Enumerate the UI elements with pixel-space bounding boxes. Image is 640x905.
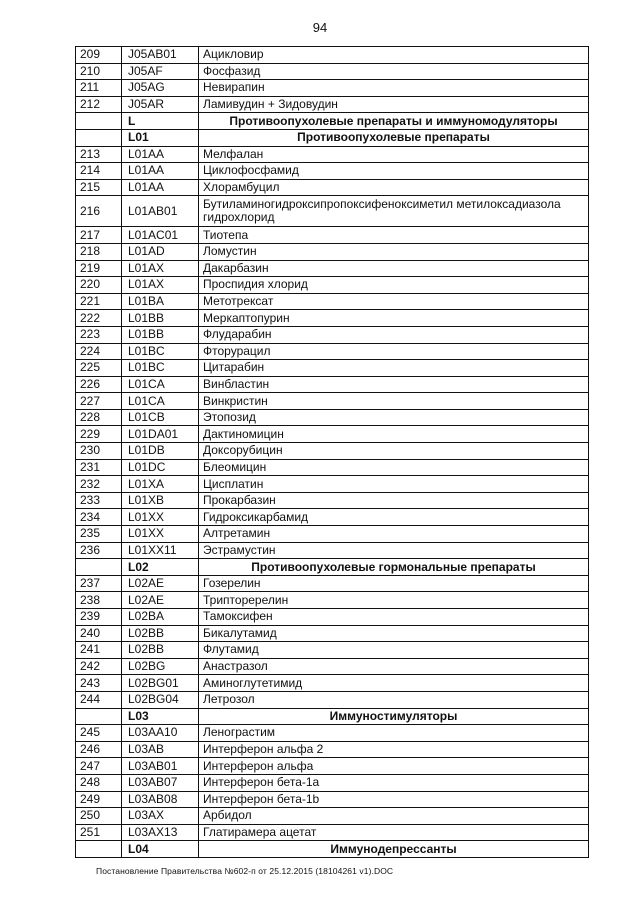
section-title-cell: Противоопухолевые препараты: [199, 129, 589, 146]
drug-name-cell: Ломустин: [199, 243, 589, 260]
table-row: [76, 609, 589, 626]
row-number-cell: 219: [76, 260, 122, 277]
table-row: [76, 227, 589, 244]
drug-name-cell: Анастразол: [199, 658, 589, 675]
row-number-cell: 209: [76, 47, 122, 64]
row-number-cell: 251: [76, 824, 122, 841]
table-row: [76, 691, 589, 708]
row-number-cell: 247: [76, 758, 122, 775]
section-title-cell: Противоопухолевые препараты и иммуномодуляторы: [199, 113, 589, 130]
atc-code-cell: J05AG: [122, 80, 199, 97]
row-number-cell: 243: [76, 675, 122, 692]
drug-name-cell: Винбластин: [199, 376, 589, 393]
row-number-cell: 241: [76, 642, 122, 659]
drug-name-cell: Ленограстим: [199, 725, 589, 742]
table-row: [76, 791, 589, 808]
row-number-cell: 248: [76, 774, 122, 791]
table-row: [76, 675, 589, 692]
drug-name-cell: Интерферон альфа: [199, 758, 589, 775]
atc-code-cell: L03AB01: [122, 758, 199, 775]
row-number-cell: 215: [76, 179, 122, 196]
row-number-cell: 224: [76, 343, 122, 360]
atc-code-cell: L01XX11: [122, 542, 199, 559]
atc-code-cell: L01BC: [122, 360, 199, 377]
atc-code-cell: L03AB: [122, 741, 199, 758]
table-row: [76, 376, 589, 393]
atc-code-cell: L01AA: [122, 163, 199, 180]
table-row: [76, 426, 589, 443]
atc-code-cell: L02: [122, 559, 199, 576]
drug-name-cell: Блеомицин: [199, 459, 589, 476]
atc-code-cell: L01AX: [122, 277, 199, 294]
row-number-cell: 239: [76, 609, 122, 626]
table-row: [76, 179, 589, 196]
drug-name-cell: Эстрамустин: [199, 542, 589, 559]
row-number-cell: 236: [76, 542, 122, 559]
drug-name-cell: Тиотепа: [199, 227, 589, 244]
drug-name-cell: Доксорубицин: [199, 443, 589, 460]
drug-name-cell: Фторурацил: [199, 343, 589, 360]
atc-code-cell: L03: [122, 708, 199, 725]
drug-name-cell: Цисплатин: [199, 476, 589, 493]
row-number-cell: 229: [76, 426, 122, 443]
table-row: [76, 774, 589, 791]
table-row: [76, 575, 589, 592]
atc-code-cell: L01AD: [122, 243, 199, 260]
drug-table-container: [75, 46, 588, 858]
row-number-cell: 240: [76, 625, 122, 642]
row-number-cell: 244: [76, 691, 122, 708]
atc-code-cell: L02BB: [122, 625, 199, 642]
atc-code-cell: L04: [122, 841, 199, 858]
drug-table-body: [76, 47, 589, 858]
row-number-cell: 221: [76, 293, 122, 310]
table-row: [76, 63, 589, 80]
drug-name-cell: Мелфалан: [199, 146, 589, 163]
drug-name-cell: Проспидия хлорид: [199, 277, 589, 294]
atc-code-cell: L01DA01: [122, 426, 199, 443]
table-row: [76, 824, 589, 841]
row-number-cell: 234: [76, 509, 122, 526]
atc-code-cell: L: [122, 113, 199, 130]
atc-code-cell: L03AA10: [122, 725, 199, 742]
table-row: [76, 476, 589, 493]
table-row: [76, 146, 589, 163]
table-row: [76, 277, 589, 294]
section-row: [76, 559, 589, 576]
drug-name-cell: Глатирамера ацетат: [199, 824, 589, 841]
drug-name-cell: Гидроксикарбамид: [199, 509, 589, 526]
atc-code-cell: L01XB: [122, 492, 199, 509]
drug-name-cell: Интерферон бета-1b: [199, 791, 589, 808]
row-number-cell: 225: [76, 360, 122, 377]
table-row: [76, 658, 589, 675]
row-number-cell: 245: [76, 725, 122, 742]
atc-code-cell: L02BG04: [122, 691, 199, 708]
row-number-cell: 228: [76, 409, 122, 426]
table-row: [76, 80, 589, 97]
atc-code-cell: L03AB08: [122, 791, 199, 808]
atc-code-cell: L02BG01: [122, 675, 199, 692]
row-number-cell: 249: [76, 791, 122, 808]
atc-code-cell: L01BB: [122, 310, 199, 327]
section-row: [76, 708, 589, 725]
row-number-cell: 211: [76, 80, 122, 97]
atc-code-cell: L02BB: [122, 642, 199, 659]
drug-name-cell: Летрозол: [199, 691, 589, 708]
drug-name-cell: Арбидол: [199, 808, 589, 825]
atc-code-cell: L03AX: [122, 808, 199, 825]
row-number-cell: 233: [76, 492, 122, 509]
row-number-cell: 223: [76, 326, 122, 343]
section-title-cell: Противоопухолевые гормональные препараты: [199, 559, 589, 576]
atc-code-cell: L01BB: [122, 326, 199, 343]
drug-name-cell: Дактиномицин: [199, 426, 589, 443]
drug-name-cell: Этопозид: [199, 409, 589, 426]
row-number-cell: [76, 129, 122, 146]
atc-code-cell: L01AA: [122, 179, 199, 196]
section-title-cell: Иммунодепрессанты: [199, 841, 589, 858]
table-row: [76, 741, 589, 758]
table-row: [76, 509, 589, 526]
drug-table: [75, 46, 589, 858]
table-row: [76, 459, 589, 476]
drug-name-cell: Метотрексат: [199, 293, 589, 310]
row-number-cell: 217: [76, 227, 122, 244]
table-row: [76, 808, 589, 825]
atc-code-cell: L01CB: [122, 409, 199, 426]
drug-name-cell: Меркаптопурин: [199, 310, 589, 327]
atc-code-cell: L01AC01: [122, 227, 199, 244]
drug-name-cell: Фосфазид: [199, 63, 589, 80]
atc-code-cell: L01CA: [122, 393, 199, 410]
drug-name-cell: Невирапин: [199, 80, 589, 97]
atc-code-cell: L01DC: [122, 459, 199, 476]
table-row: [76, 443, 589, 460]
atc-code-cell: J05AR: [122, 96, 199, 113]
drug-name-cell: Интерферон бета-1а: [199, 774, 589, 791]
drug-name-cell: Винкристин: [199, 393, 589, 410]
drug-name-cell: Ламивудин + Зидовудин: [199, 96, 589, 113]
row-number-cell: 230: [76, 443, 122, 460]
section-row: [76, 841, 589, 858]
row-number-cell: 226: [76, 376, 122, 393]
atc-code-cell: L03AB07: [122, 774, 199, 791]
table-row: [76, 163, 589, 180]
atc-code-cell: L01DB: [122, 443, 199, 460]
table-row: [76, 393, 589, 410]
table-row: [76, 409, 589, 426]
drug-name-cell: Алтретамин: [199, 526, 589, 543]
atc-code-cell: L01AB01: [122, 196, 199, 227]
row-number-cell: 250: [76, 808, 122, 825]
row-number-cell: 232: [76, 476, 122, 493]
drug-name-cell: Гозерелин: [199, 575, 589, 592]
table-row: [76, 196, 589, 227]
row-number-cell: 210: [76, 63, 122, 80]
row-number-cell: 220: [76, 277, 122, 294]
drug-name-cell: Интерферон альфа 2: [199, 741, 589, 758]
footer-note: Постановление Правительства №602-п от 25.12.2015 (18104261 v1).DOC: [96, 866, 394, 876]
row-number-cell: [76, 841, 122, 858]
atc-code-cell: J05AF: [122, 63, 199, 80]
atc-code-cell: L03AX13: [122, 824, 199, 841]
atc-code-cell: J05AB01: [122, 47, 199, 64]
table-row: [76, 96, 589, 113]
atc-code-cell: L02BG: [122, 658, 199, 675]
table-row: [76, 592, 589, 609]
atc-code-cell: L01AX: [122, 260, 199, 277]
table-row: [76, 310, 589, 327]
atc-code-cell: L01XX: [122, 509, 199, 526]
drug-name-cell: Бикалутамид: [199, 625, 589, 642]
drug-name-cell: Ацикловир: [199, 47, 589, 64]
drug-name-cell: Флударабин: [199, 326, 589, 343]
row-number-cell: [76, 113, 122, 130]
section-row: [76, 113, 589, 130]
row-number-cell: [76, 708, 122, 725]
table-row: [76, 326, 589, 343]
drug-name-cell: Трипторерелин: [199, 592, 589, 609]
row-number-cell: 212: [76, 96, 122, 113]
table-row: [76, 542, 589, 559]
row-number-cell: 231: [76, 459, 122, 476]
atc-code-cell: L01CA: [122, 376, 199, 393]
atc-code-cell: L01AA: [122, 146, 199, 163]
row-number-cell: 216: [76, 196, 122, 227]
drug-name-cell: Хлорамбуцил: [199, 179, 589, 196]
drug-name-cell: Флутамид: [199, 642, 589, 659]
atc-code-cell: L01BA: [122, 293, 199, 310]
atc-code-cell: L01XX: [122, 526, 199, 543]
row-number-cell: 242: [76, 658, 122, 675]
atc-code-cell: L01: [122, 129, 199, 146]
atc-code-cell: L01XA: [122, 476, 199, 493]
row-number-cell: 218: [76, 243, 122, 260]
page-number: 94: [312, 20, 328, 35]
drug-name-cell: Тамоксифен: [199, 609, 589, 626]
atc-code-cell: L02AE: [122, 575, 199, 592]
row-number-cell: 237: [76, 575, 122, 592]
drug-name-cell: Дакарбазин: [199, 260, 589, 277]
drug-name-cell: Аминоглутетимид: [199, 675, 589, 692]
row-number-cell: 213: [76, 146, 122, 163]
drug-name-cell: Циклофосфамид: [199, 163, 589, 180]
row-number-cell: 235: [76, 526, 122, 543]
row-number-cell: 227: [76, 393, 122, 410]
table-row: [76, 758, 589, 775]
row-number-cell: 222: [76, 310, 122, 327]
row-number-cell: 246: [76, 741, 122, 758]
table-row: [76, 725, 589, 742]
table-row: [76, 526, 589, 543]
row-number-cell: [76, 559, 122, 576]
atc-code-cell: L02BA: [122, 609, 199, 626]
row-number-cell: 238: [76, 592, 122, 609]
table-row: [76, 492, 589, 509]
table-row: [76, 360, 589, 377]
section-title-cell: Иммуностимуляторы: [199, 708, 589, 725]
drug-name-cell: Бутиламиногидроксипропоксифеноксиметил метилоксадиазола гидрохлорид: [199, 196, 589, 227]
table-row: [76, 343, 589, 360]
atc-code-cell: L02AE: [122, 592, 199, 609]
table-row: [76, 293, 589, 310]
table-row: [76, 47, 589, 64]
table-row: [76, 243, 589, 260]
table-row: [76, 260, 589, 277]
table-row: [76, 642, 589, 659]
drug-name-cell: Прокарбазин: [199, 492, 589, 509]
atc-code-cell: L01BC: [122, 343, 199, 360]
row-number-cell: 214: [76, 163, 122, 180]
section-row: [76, 129, 589, 146]
table-row: [76, 625, 589, 642]
drug-name-cell: Цитарабин: [199, 360, 589, 377]
